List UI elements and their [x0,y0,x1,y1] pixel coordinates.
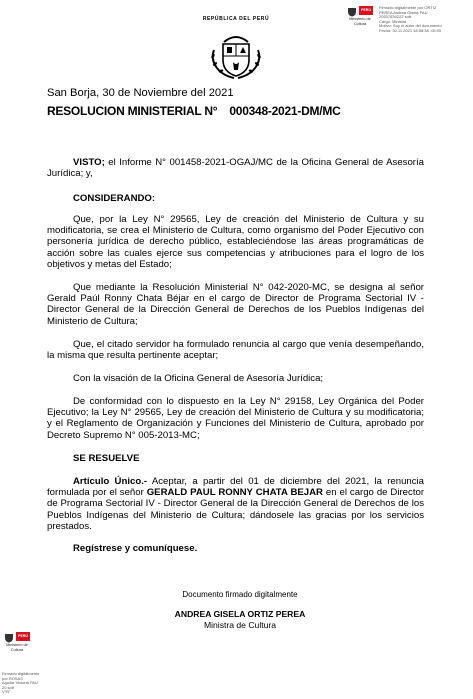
articulo-unico-paragraph [47,476,424,532]
registrese-line [47,543,424,554]
signature-details [379,6,471,34]
signature-line: Aguilar Victoria FAU [2,680,38,685]
signature-line: PEREA Andrea Gisela FAU [379,9,428,15]
paragraph-3: Que, el citado servidor ha formulado renuncia al cargo que venía desempeñando, la misma que resulta pertinente aceptar; [47,339,424,362]
articulo-name: GERALD PAUL RONNY CHATA BEJAR [146,487,323,499]
resolution-title [47,104,340,118]
signature-line: Fecha: 30.11.2021 18:58:38 -05:00 [379,27,442,33]
document-date: San Borja, 30 de Noviembre del 2021 [47,87,234,99]
considerando-label: CONSIDERANDO: [73,193,156,204]
visto-paragraph [47,157,424,179]
signature-line: Firmado digitalmente por ROSAS [2,671,40,681]
seal-title: REPÚBLICA DEL PERÚ [202,16,270,22]
visto-bueno-box [2,632,46,698]
signed-digitally-note: Documento firmado digitalmente [182,590,298,599]
articulo-label: Artículo Único.- [73,476,148,487]
signature-line: 20537630222 soft [379,14,412,20]
signature-line: Firmado digitalmente por ORTIZ [379,5,437,10]
digital-signature-box [345,6,469,46]
peru-brand-label: PERÚ [16,632,30,641]
se-resuelve-heading [47,453,424,464]
visto-text: el Informe N° 001458-2021-OGAJ/MC de la Oficina General de Asesoría Jurídica; y, [47,157,424,180]
resolution-number: 000348-2021-DM/MC [229,104,341,118]
visto-label: VISTO; [73,157,105,168]
signer-title: Ministra de Cultura [203,620,277,630]
signature-line: Cargo: Ministra [379,18,407,24]
registrese-label: Regístrese y comuníquese. [73,543,198,554]
paragraph-1: Que, por la Ley N° 29565, Ley de creación del Ministerio de Cultura y su modificatoria, se crea el Ministerio de Cultura, como organismo del Poder Ejecutivo con personería jurídica de derecho público, estableciéndose las áreas programáticas de acción sobre las cuales ejerce sus competencias y atribuciones para el logro de los objetivos y metas del Estado; [47,214,424,270]
shield-icon [4,633,14,643]
resolution-label: RESOLUCION MINISTERIAL N° [47,104,218,118]
ministerio-cultura-logo [345,6,375,26]
se-resuelve-label: SE RESUELVE [73,453,140,464]
paragraph-2: Que mediante la Resolución Ministerial N° 042-2020-MC, se designa al señor Gerald Paúl Ronny Chata Béjar en el cargo de Director de Programa Sectorial IV - Director General de la Dirección General de Derechos de los Pueblos Indígenas del Ministerio de Cultura; [47,282,424,327]
signature-line: Motivo: Soy el autor del documento [379,23,442,29]
paragraph-5: De conformidad con lo dispuesto en la Ley N° 29158, Ley Orgánica del Poder Ejecutivo; la Ley N° 29565, Ley de creación del Ministerio de Cultura y su modificatoria; y el Reglamento de Organización y Funciones del Ministerio de Cultura, aprobado por Decreto Supremo N° 005-2013-MC; [47,396,424,441]
articulo-text-b: en el cargo de Director de Programa Sectorial IV - Director General de la Dirección General de Derechos de los Pueblos Indígenas del Ministerio de Cultura; dándosele las gracias por los servicios prestados. [47,487,425,532]
peru-coat-of-arms-icon [196,20,276,84]
peru-brand-label: PERÚ [359,6,373,15]
shield-icon [347,7,357,17]
paragraph-4: Con la visación de la Oficina General de Asesoría Jurídica; [73,373,324,384]
ministerio-cultura-logo [2,632,32,652]
articulo-text-a: Aceptar, a partir del 01 de diciembre del 2021, la renuncia formulada por el señor [47,476,425,499]
logo-caption: Ministerio de Cultura [349,17,371,26]
signature-details [2,672,42,695]
signer-name: ANDREA GISELA ORTIZ PEREA [174,609,306,619]
signature-line: 20 soft [2,684,15,690]
logo-caption: Ministerio de Cultura [6,643,28,652]
considerando-heading [47,193,424,204]
signature-line: V°B° [2,689,11,694]
